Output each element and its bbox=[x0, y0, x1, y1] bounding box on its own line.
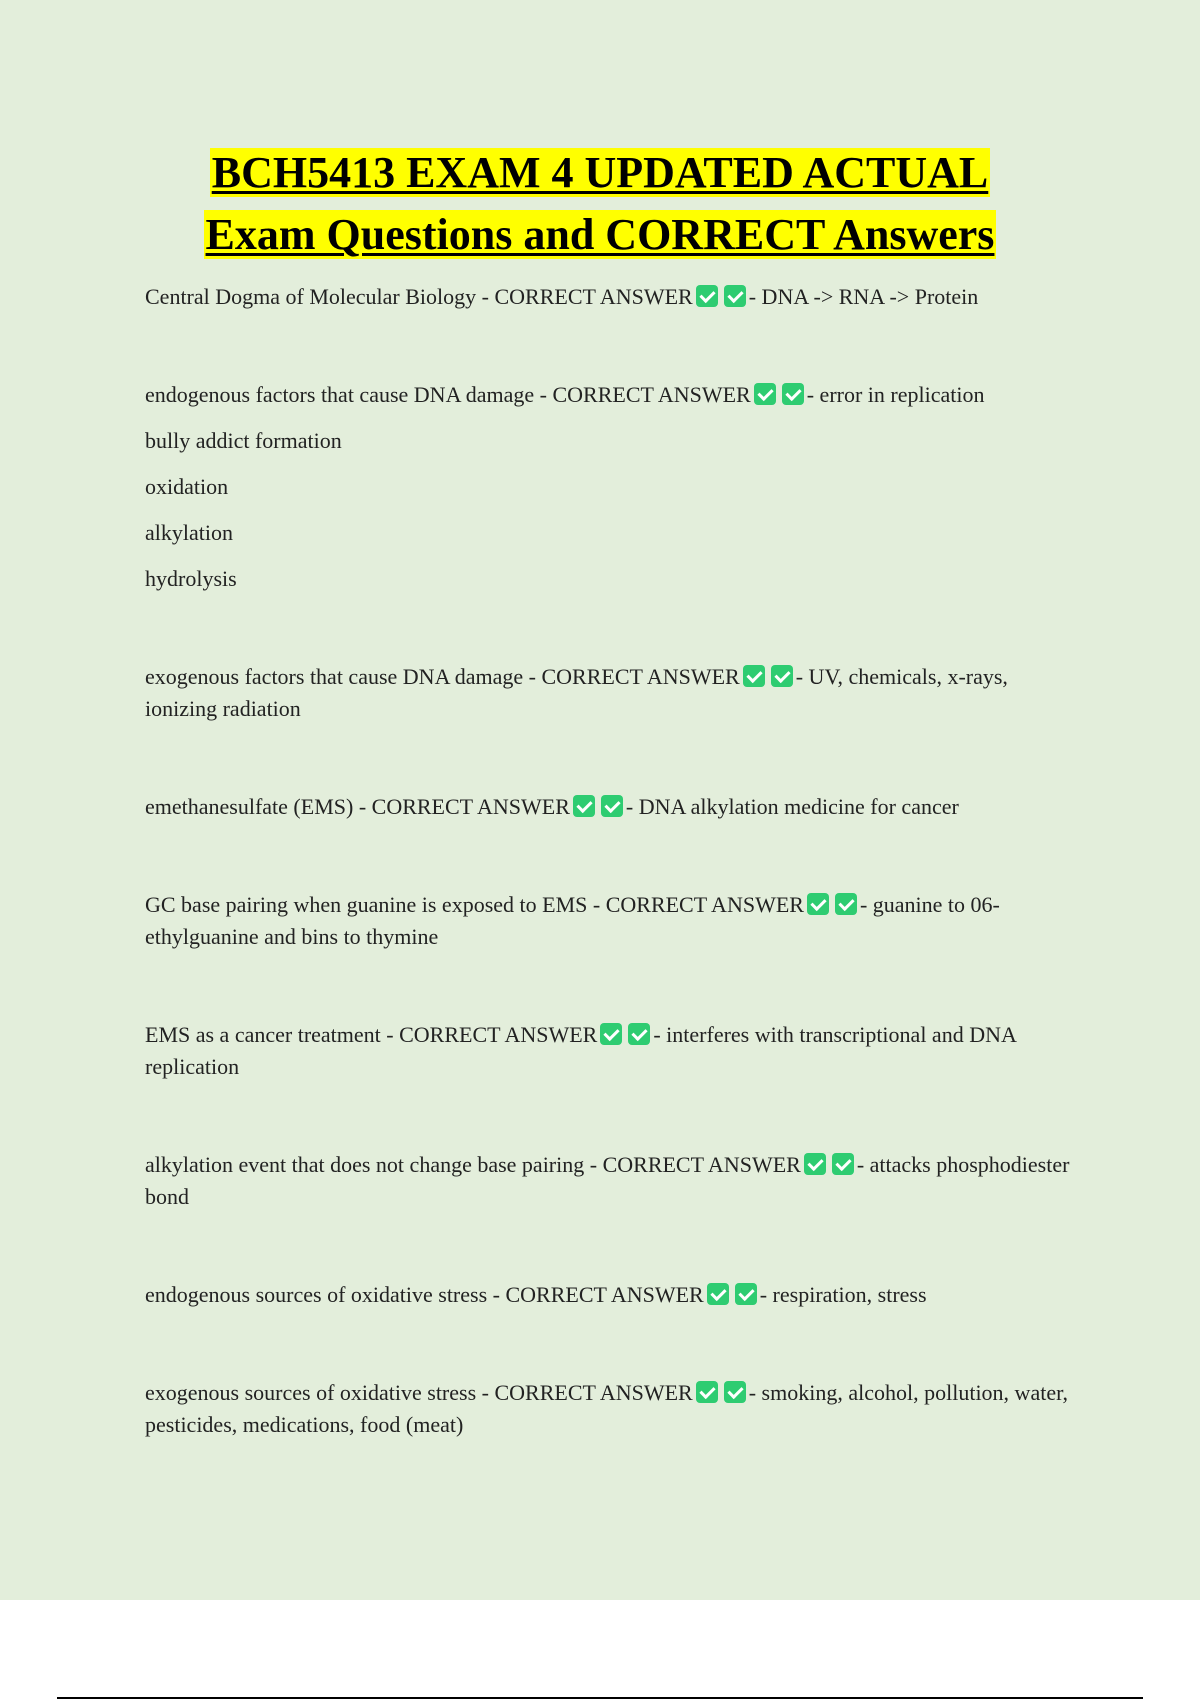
correct-answer-label: CORRECT ANSWER bbox=[541, 664, 740, 689]
answer-text: - guanine to 06-ethylguanine and bins to thymine bbox=[145, 892, 1000, 949]
check-box-icon bbox=[832, 1153, 854, 1175]
check-box-icon bbox=[835, 893, 857, 915]
qa-item bbox=[145, 661, 1075, 725]
document-title bbox=[0, 142, 1200, 266]
correct-answer-label: CORRECT ANSWER bbox=[371, 794, 570, 819]
qa-item bbox=[145, 1377, 1075, 1441]
correct-answer-label: CORRECT ANSWER bbox=[494, 284, 693, 309]
check-box-icon bbox=[735, 1283, 757, 1305]
correct-answer-label: CORRECT ANSWER bbox=[494, 1380, 693, 1405]
answer-text: - smoking, alcohol, pollution, water, pesticides, medications, food (meat) bbox=[145, 1380, 1069, 1437]
question-text: EMS as a cancer treatment - bbox=[145, 1022, 394, 1047]
question-text: emethanesulfate (EMS) - bbox=[145, 794, 367, 819]
correct-answer-label: CORRECT ANSWER bbox=[605, 892, 804, 917]
correct-answer-label: CORRECT ANSWER bbox=[399, 1022, 598, 1047]
qa-item bbox=[145, 791, 1075, 823]
check-box-icon bbox=[707, 1283, 729, 1305]
check-box-icon bbox=[724, 285, 746, 307]
answer-text: - error in replication bbox=[806, 382, 985, 407]
qa-item bbox=[145, 379, 1075, 411]
qa-item bbox=[145, 281, 1075, 313]
answer-text: - DNA alkylation medicine for cancer bbox=[625, 794, 959, 819]
page-divider bbox=[57, 1697, 1143, 1699]
title-line-1: BCH5413 EXAM 4 UPDATED ACTUAL bbox=[211, 148, 989, 197]
check-box-icon bbox=[573, 795, 595, 817]
answer-line: alkylation bbox=[145, 520, 233, 545]
question-text: endogenous sources of oxidative stress - bbox=[145, 1282, 500, 1307]
check-box-icon bbox=[696, 285, 718, 307]
check-box-icon bbox=[601, 795, 623, 817]
question-text: exogenous factors that cause DNA damage - bbox=[145, 664, 536, 689]
qa-item bbox=[145, 889, 1075, 953]
check-box-icon bbox=[807, 893, 829, 915]
check-box-icon bbox=[754, 383, 776, 405]
answer-text: - DNA -> RNA -> Protein bbox=[748, 284, 979, 309]
question-text: alkylation event that does not change base pairing - bbox=[145, 1152, 598, 1177]
qa-item bbox=[145, 1019, 1075, 1083]
qa-item bbox=[145, 1279, 1075, 1311]
check-box-icon bbox=[724, 1381, 746, 1403]
correct-answer-label: CORRECT ANSWER bbox=[505, 1282, 704, 1307]
check-box-icon bbox=[628, 1023, 650, 1045]
question-text: endogenous factors that cause DNA damage - bbox=[145, 382, 547, 407]
correct-answer-label: CORRECT ANSWER bbox=[552, 382, 751, 407]
answer-text: - respiration, stress bbox=[759, 1282, 927, 1307]
question-text: GC base pairing when guanine is exposed to EMS - bbox=[145, 892, 601, 917]
answer-line: bully addict formation bbox=[145, 428, 342, 453]
answer-text: - attacks phosphodiester bond bbox=[145, 1152, 1070, 1209]
check-box-icon bbox=[743, 665, 765, 687]
check-box-icon bbox=[696, 1381, 718, 1403]
check-box-icon bbox=[771, 665, 793, 687]
question-text: exogenous sources of oxidative stress - bbox=[145, 1380, 489, 1405]
qa-item bbox=[145, 1149, 1075, 1213]
question-text: Central Dogma of Molecular Biology - bbox=[145, 284, 489, 309]
qa-list bbox=[145, 281, 1075, 1441]
answer-line: hydrolysis bbox=[145, 566, 237, 591]
check-box-icon bbox=[804, 1153, 826, 1175]
answer-text: - interferes with transcriptional and DNA replication bbox=[145, 1022, 1016, 1079]
title-line-2: Exam Questions and CORRECT Answers bbox=[205, 210, 995, 259]
check-box-icon bbox=[600, 1023, 622, 1045]
check-box-icon bbox=[782, 383, 804, 405]
correct-answer-label: CORRECT ANSWER bbox=[602, 1152, 801, 1177]
answer-text: - UV, chemicals, x-rays, ionizing radiation bbox=[145, 664, 1008, 721]
answer-line: oxidation bbox=[145, 474, 229, 499]
